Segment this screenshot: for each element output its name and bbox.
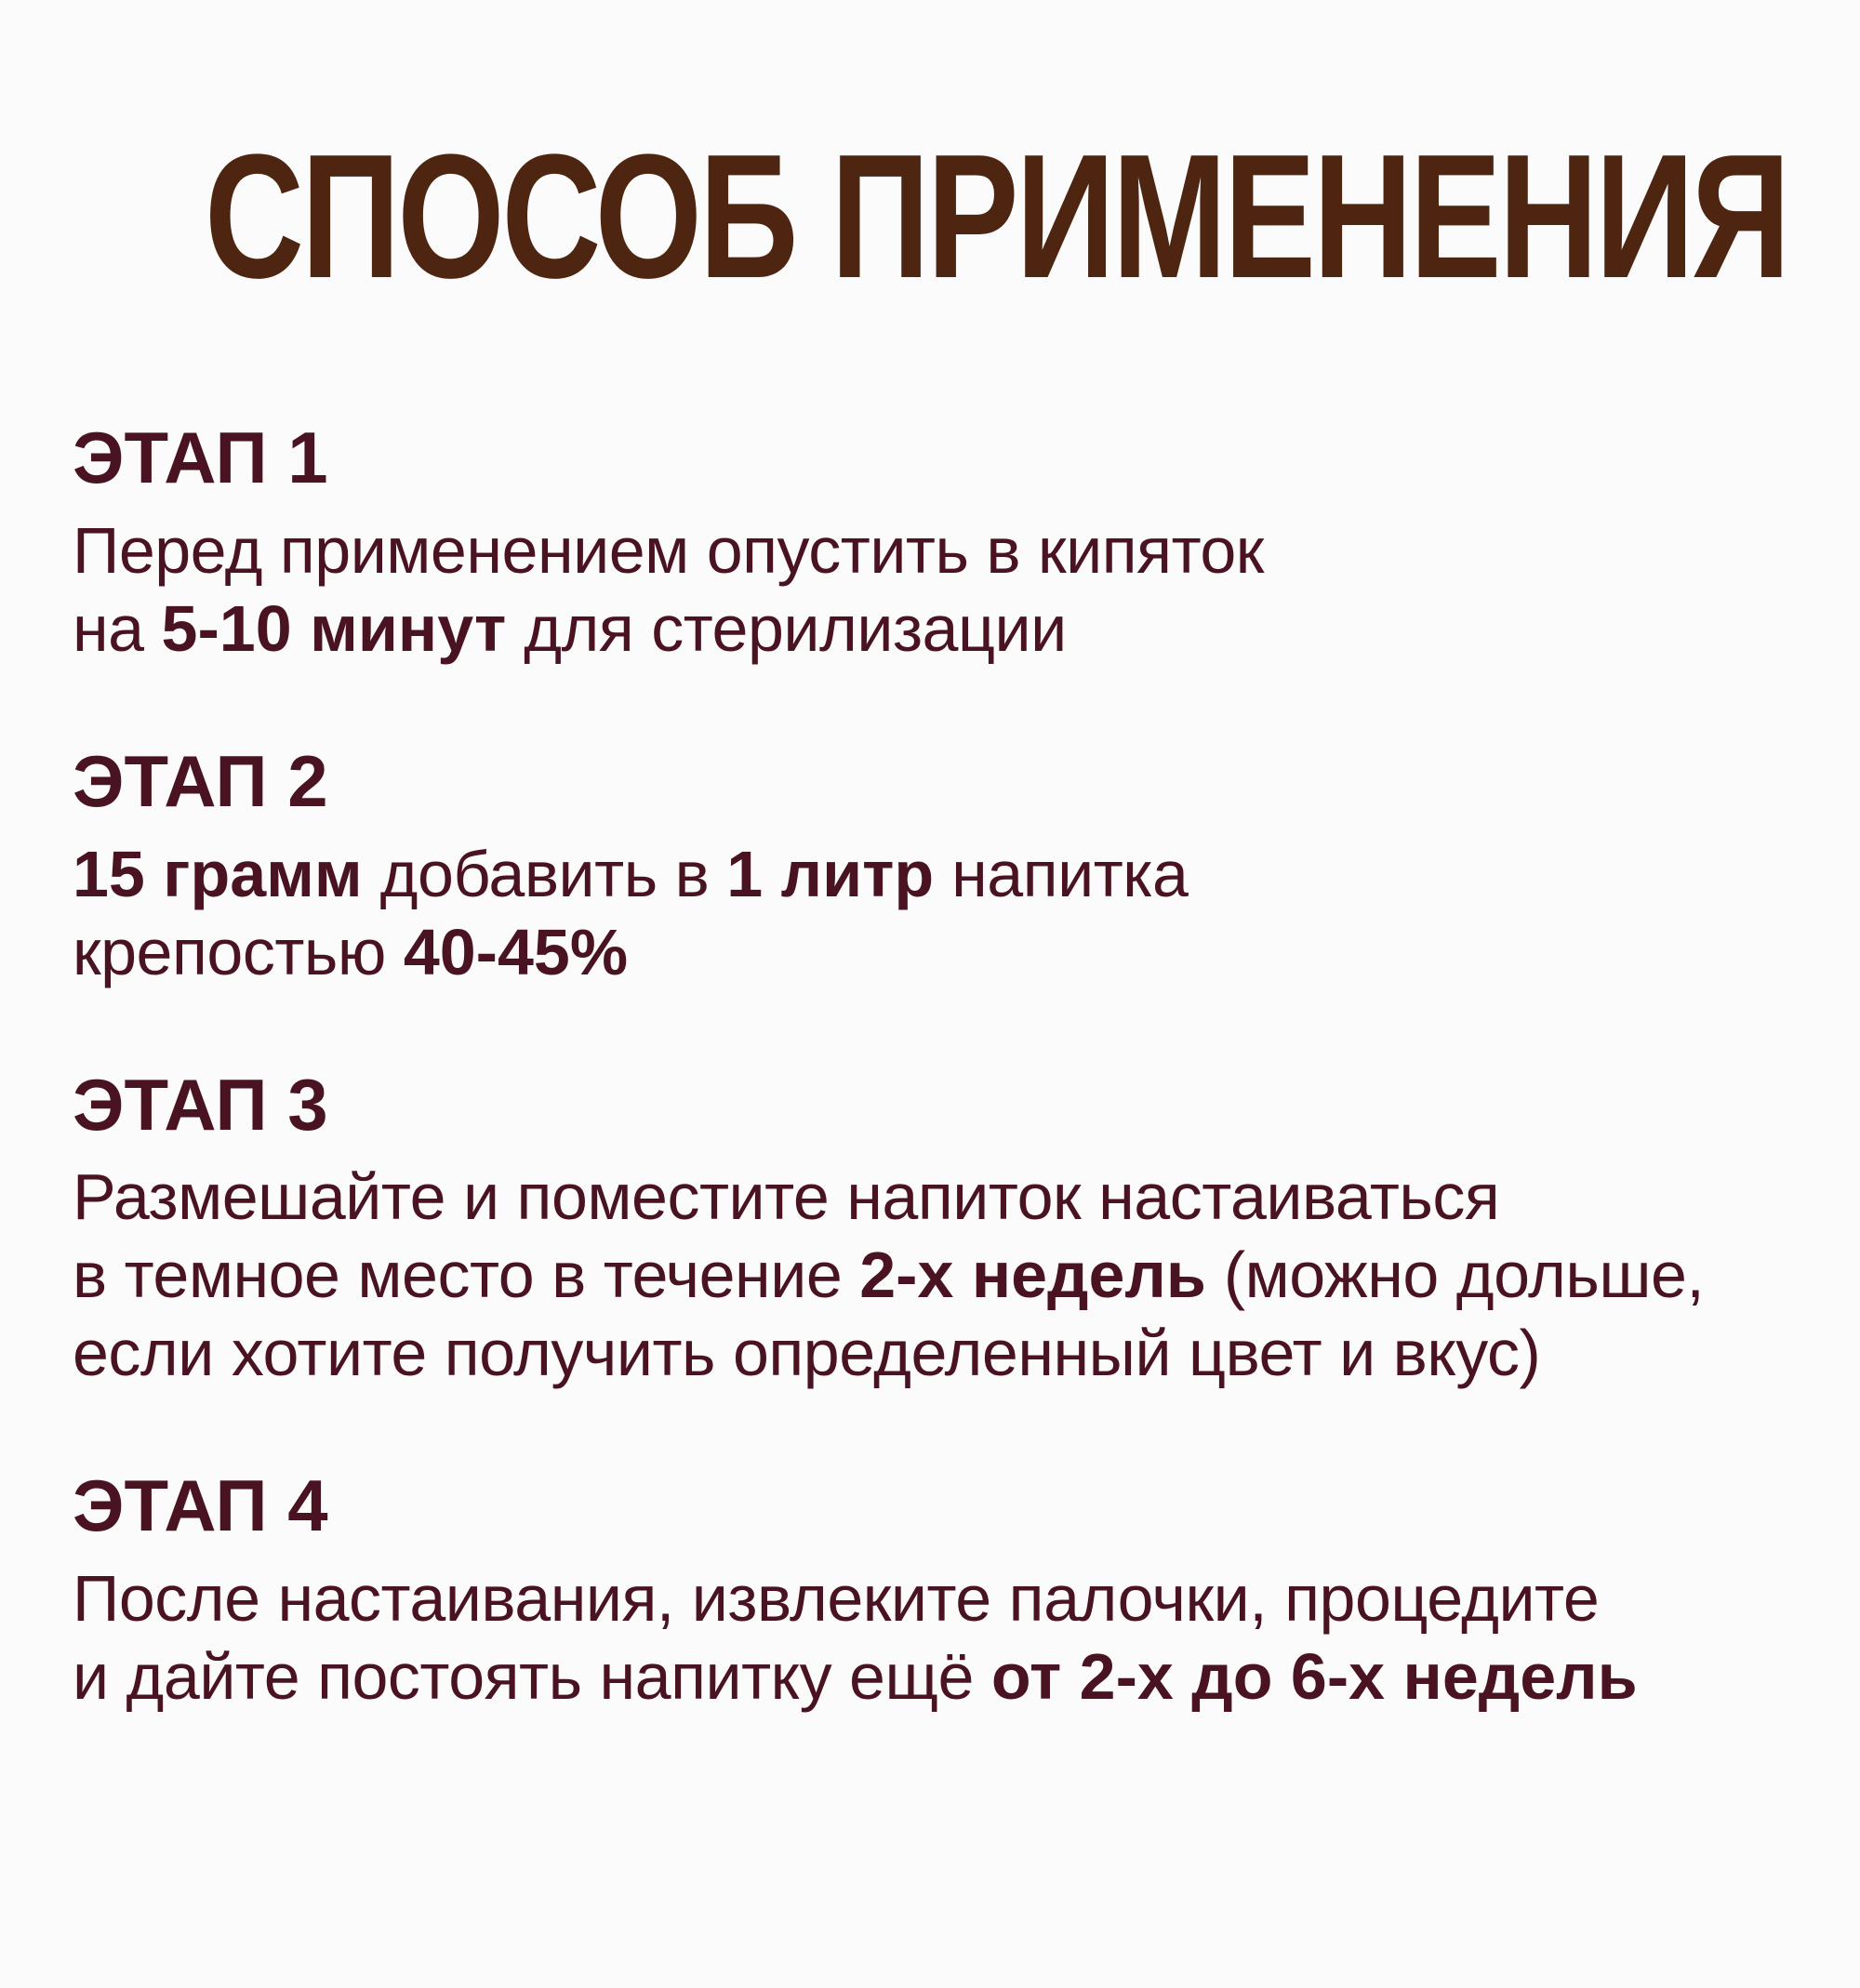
step-4-line-1 — [73, 1559, 1787, 1637]
text-segment: крепостью — [73, 915, 404, 988]
step-1-body — [73, 511, 1787, 668]
steps — [0, 418, 1860, 1716]
text-segment: 5-10 минут — [161, 591, 507, 665]
text-segment: После настаивания, извлеките палочки, процедите — [73, 1562, 1600, 1636]
step-1-heading: ЭТАП 1 — [73, 417, 328, 498]
text-segment: 1 литр — [726, 837, 935, 910]
text-segment: для стерилизации — [506, 591, 1067, 665]
step-1 — [73, 418, 1787, 668]
step-4-body — [73, 1559, 1787, 1716]
text-segment: в темное место в течение — [73, 1239, 860, 1312]
step-4-line-2 — [73, 1637, 1787, 1716]
step-2-body — [73, 835, 1787, 991]
step-2-line-1 — [73, 835, 1787, 913]
text-segment: от 2-х до 6-х недель — [990, 1640, 1638, 1714]
step-2 — [73, 739, 1787, 991]
text-segment: Перед применением опустить в кипяток — [73, 513, 1264, 587]
step-2-heading: ЭТАП 2 — [73, 739, 328, 822]
instruction-card — [0, 118, 1860, 1988]
text-segment: если хотите получить определенный цвет и вкус) — [73, 1317, 1541, 1390]
step-3-heading: ЭТАП 3 — [73, 1063, 328, 1146]
step-1-line-2 — [73, 590, 1787, 668]
step-4-heading: ЭТАП 4 — [73, 1464, 328, 1547]
step-3-line-2 — [73, 1236, 1787, 1314]
step-3-body — [73, 1158, 1787, 1392]
text-segment: на — [73, 591, 162, 665]
page-title: СПОСОБ ПРИМЕНЕНИЯ — [205, 118, 1788, 315]
text-segment: Размешайте и поместите напиток настаиваться — [73, 1160, 1500, 1234]
text-segment: (можно дольше, — [1205, 1239, 1705, 1312]
step-1-line-1 — [73, 511, 1787, 590]
text-segment: 40-45% — [403, 915, 629, 988]
step-3-line-1 — [73, 1158, 1787, 1236]
text-segment: напитка — [934, 837, 1189, 910]
text-segment: 15 грамм — [73, 837, 363, 910]
step-3 — [73, 1063, 1787, 1393]
text-segment: 2-х недель — [859, 1239, 1206, 1312]
text-segment: и дайте постоять напитку ещё — [73, 1640, 991, 1714]
step-2-line-2 — [73, 913, 1787, 991]
step-4 — [73, 1466, 1787, 1716]
step-3-line-3 — [73, 1314, 1787, 1392]
text-segment: добавить в — [362, 837, 727, 910]
